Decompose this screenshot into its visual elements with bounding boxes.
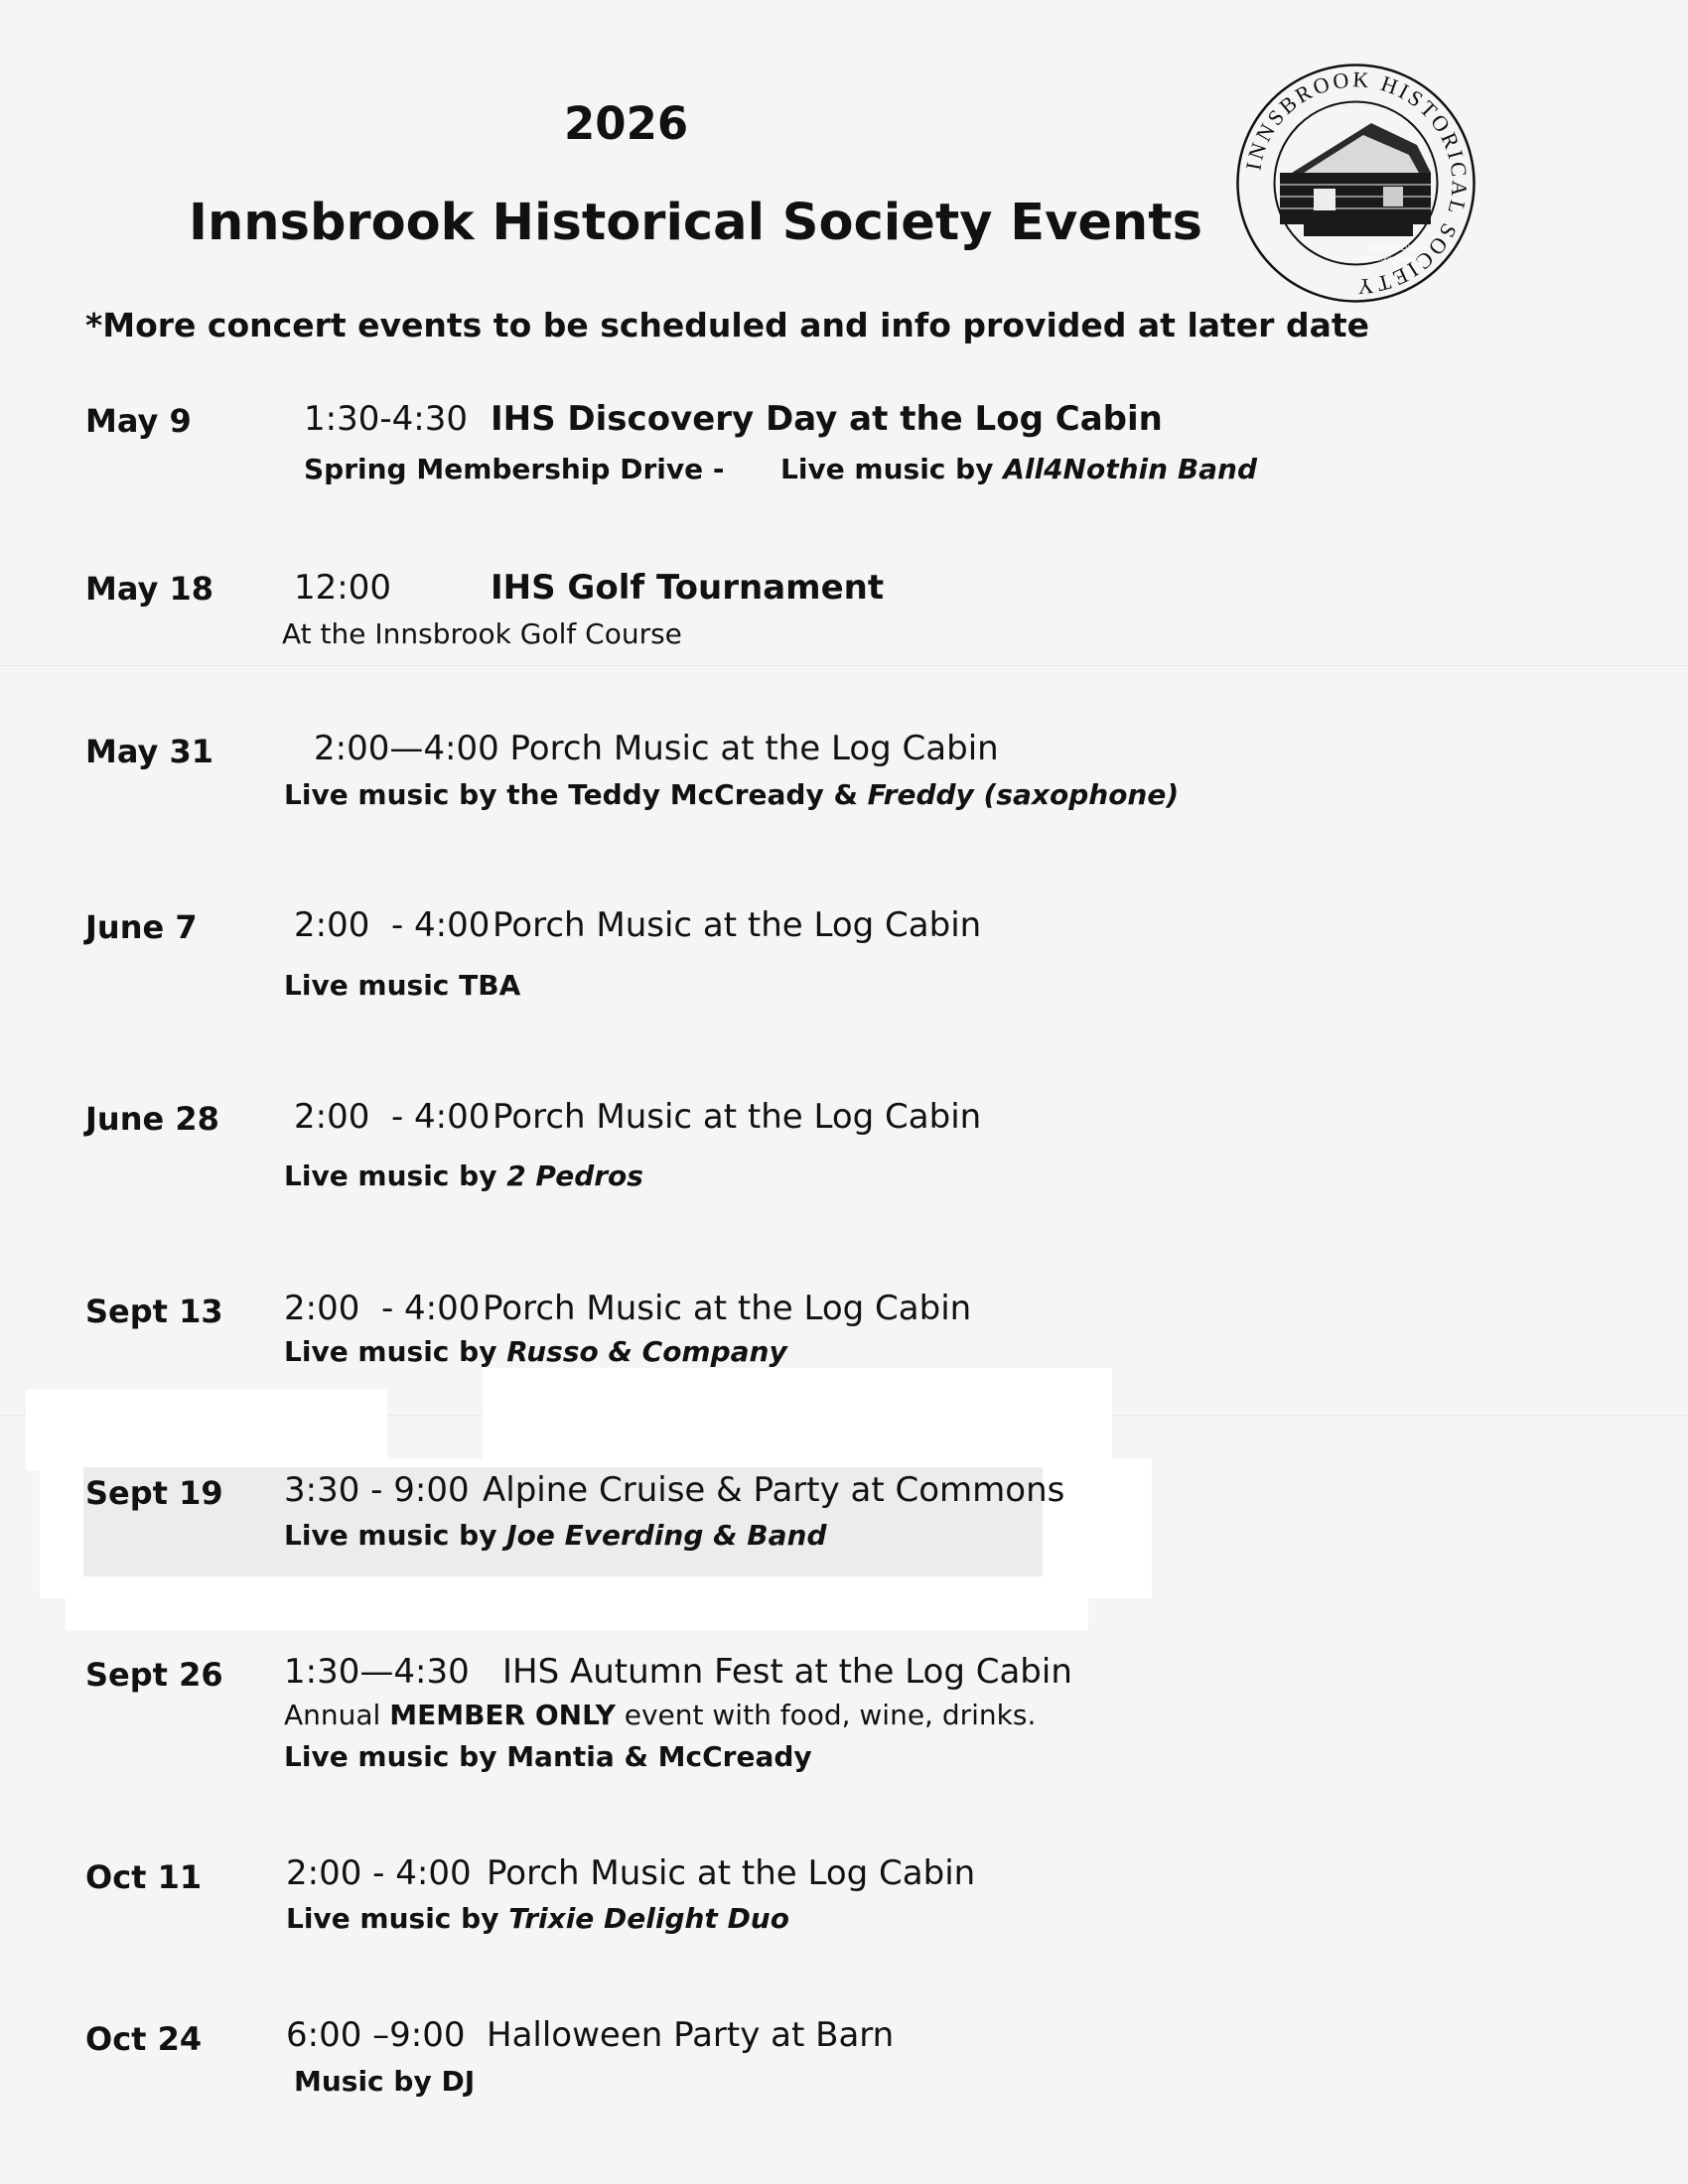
- seal-location: Innsbrook, Missouri: [1360, 254, 1426, 263]
- event-detail: Spring Membership Drive -: [304, 453, 725, 485]
- event-time: 12:00: [294, 568, 391, 608]
- event-title: IHS Golf Tournament: [491, 568, 885, 608]
- flyer-year: 2026: [564, 97, 689, 150]
- event-date: Oct 24: [85, 2020, 203, 2058]
- seal-founded: Founded 2010: [1367, 242, 1419, 252]
- whiteout-patch: [483, 1368, 1112, 1459]
- event-time: 2:00—4:00: [314, 729, 499, 768]
- event-title: Alpine Cruise & Party at Commons: [483, 1470, 1065, 1510]
- event-time: 1:30—4:30: [284, 1652, 470, 1692]
- event-date: Sept 13: [85, 1293, 223, 1330]
- event-time: 3:30 - 9:00: [284, 1470, 470, 1510]
- event-title: Porch Music at the Log Cabin: [492, 1097, 982, 1137]
- event-detail: Live music by Joe Everding & Band: [284, 1519, 827, 1552]
- event-title: Porch Music at the Log Cabin: [483, 1289, 972, 1328]
- event-date: June 28: [85, 1100, 219, 1138]
- event-date: May 31: [85, 733, 213, 770]
- event-detail: Live music by the Teddy McCready & Freddy (saxophone): [284, 778, 1180, 811]
- event-time: 6:00 –9:00: [286, 2015, 466, 2055]
- event-title: IHS Discovery Day at the Log Cabin: [491, 399, 1163, 439]
- event-time: 2:00 - 4:00: [284, 1289, 481, 1328]
- schedule-note: *More concert events to be scheduled and info provided at later date: [85, 306, 1369, 344]
- event-detail: Live music by Trixie Delight Duo: [286, 1902, 789, 1935]
- event-detail: At the Innsbrook Golf Course: [282, 617, 682, 650]
- event-detail: Music by DJ: [294, 2065, 476, 2098]
- event-title: Halloween Party at Barn: [487, 2015, 895, 2055]
- event-detail: Live music by 2 Pedros: [284, 1160, 643, 1192]
- event-title: Porch Music at the Log Cabin: [487, 1853, 976, 1893]
- event-time: 2:00 - 4:00: [294, 1097, 491, 1137]
- log-cabin-icon: [1280, 123, 1431, 236]
- event-time: 1:30-4:30: [304, 399, 468, 439]
- flyer-title: Innsbrook Historical Society Events: [189, 194, 1202, 252]
- event-date: May 9: [85, 402, 192, 440]
- event-detail: Annual MEMBER ONLY event with food, wine, drinks.: [284, 1699, 1037, 1731]
- event-detail: Live music by Mantia & McCready: [284, 1740, 812, 1773]
- event-title: IHS Autumn Fest at the Log Cabin: [502, 1652, 1072, 1692]
- event-date: May 18: [85, 570, 213, 608]
- society-seal-logo: [1234, 62, 1477, 305]
- event-title: Porch Music at the Log Cabin: [492, 905, 982, 945]
- event-date: Sept 26: [85, 1656, 223, 1694]
- event-time: 2:00 - 4:00: [286, 1853, 472, 1893]
- event-title: 2:00—4:00 Porch Music at the Log Cabin: [314, 729, 999, 768]
- seal-ring-text: INNSBROOK HISTORICAL SOCIETY: [1240, 67, 1473, 300]
- event-detail: Live music TBA: [284, 969, 521, 1002]
- event-date: Sept 19: [85, 1474, 223, 1512]
- event-date: Oct 11: [85, 1858, 203, 1896]
- whiteout-patch: [66, 1588, 1088, 1630]
- event-time: 2:00 - 4:00: [294, 905, 491, 945]
- event-date: June 7: [85, 908, 198, 946]
- paper-crease: [0, 665, 1688, 666]
- event-detail: Live music by All4Nothin Band: [780, 453, 1258, 485]
- event-detail: Live music by Russo & Company: [284, 1335, 787, 1368]
